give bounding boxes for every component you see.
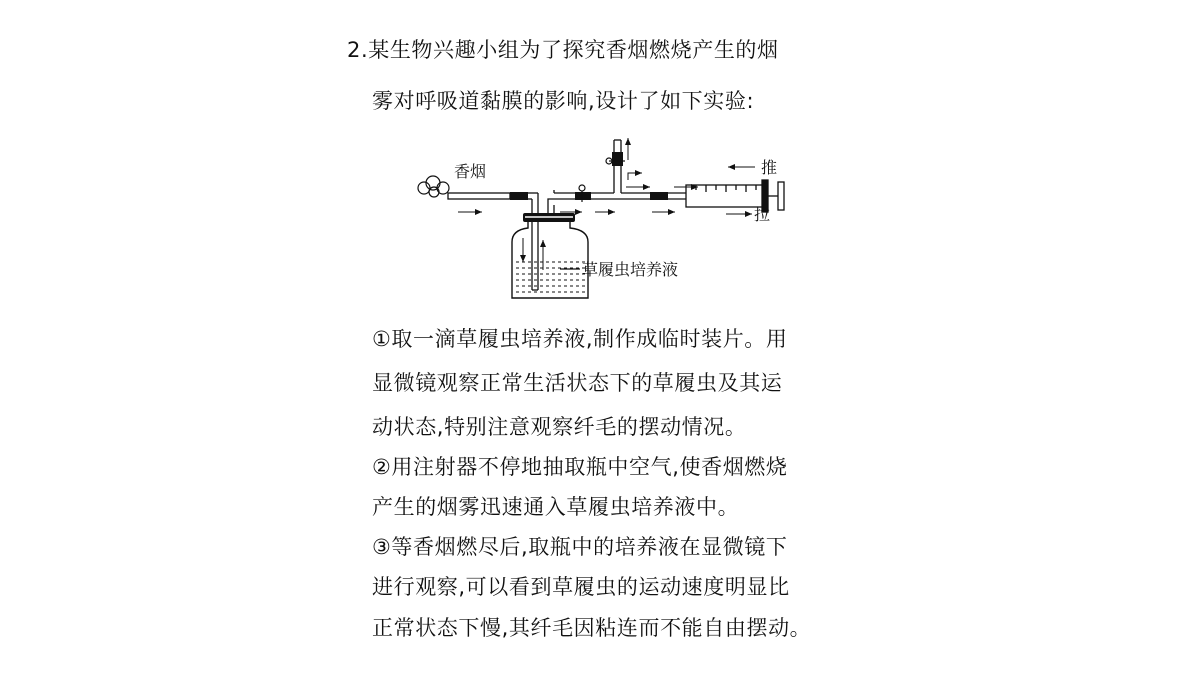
inlet-tube xyxy=(528,193,538,290)
question-line-2: 雾对呼吸道黏膜的影响,设计了如下实验: xyxy=(372,89,755,113)
step-1-line-3: 动状态,特别注意观察纤毛的摆动情况。 xyxy=(372,415,747,439)
step-1-line-2: 显微镜观察正常生活状态下的草履虫及其运 xyxy=(372,371,783,395)
rubber-connector-middle xyxy=(575,192,591,200)
rubber-connector-right xyxy=(650,192,668,200)
step-2-line-1: ②用注射器不停地抽取瓶中空气,使香烟燃烧 xyxy=(372,455,788,479)
culture-liquid-label: 草履虫培养液 xyxy=(582,260,679,279)
experiment-apparatus-diagram xyxy=(410,130,800,305)
step-3-line-3: 正常状态下慢,其纤毛因粘连而不能自由摆动。 xyxy=(372,616,812,640)
connecting-tube xyxy=(591,140,650,199)
question-line-1: 2.某生物兴趣小组为了探究香烟燃烧产生的烟 xyxy=(347,38,779,62)
step-2-line-2: 产生的烟雾迅速通入草履虫培养液中。 xyxy=(372,495,740,519)
culture-liquid xyxy=(516,262,585,292)
step-3-line-1: ③等香烟燃尽后,取瓶中的培养液在显微镜下 xyxy=(372,535,788,559)
smoke-icon xyxy=(418,176,449,197)
rubber-connector-riser xyxy=(612,152,623,166)
step-3-line-2: 进行观察,可以看到草履虫的运动速度明显比 xyxy=(372,575,790,599)
rubber-connector-left xyxy=(510,192,528,200)
cigarette xyxy=(448,193,510,199)
pull-label: 拉 xyxy=(754,205,771,224)
push-label: 推 xyxy=(761,158,778,177)
step-1-line-1: ①取一滴草履虫培养液,制作成临时装片。用 xyxy=(372,327,788,351)
cigarette-label: 香烟 xyxy=(454,162,487,181)
